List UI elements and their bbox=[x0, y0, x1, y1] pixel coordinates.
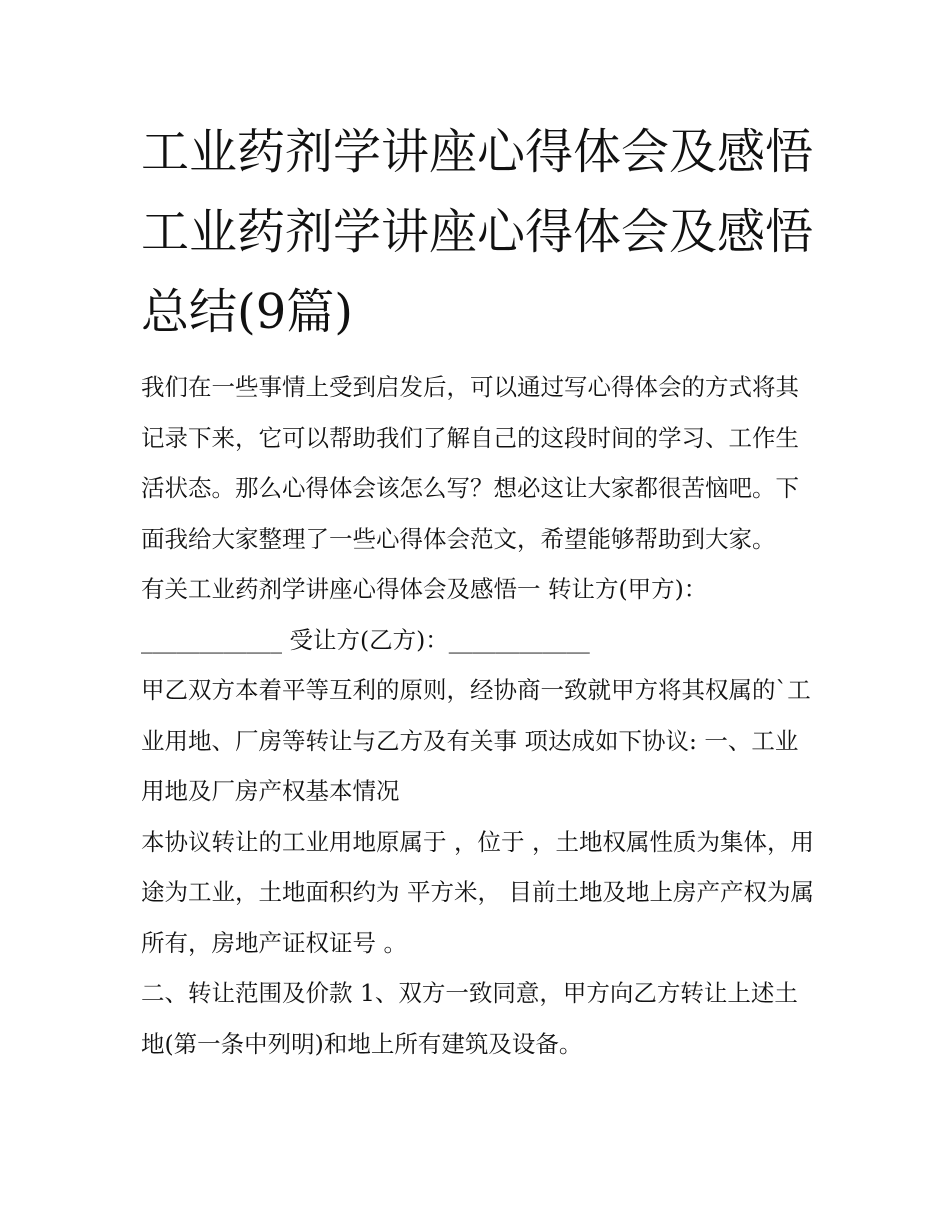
intro-paragraph: 我们在一些事情上受到启发后，可以通过写心得体会的方式将其记录下来，它可以帮助我们了解自己的这段时间的学习、工作生活状态。那么心得体会该怎么写？想必这让大家都很苦恼吧。下面我给大家整理了一些心得体会范文，希望能够帮助到大家。 bbox=[141, 373, 799, 553]
transferee-line: ____________ 受让方(乙方)：____________ bbox=[141, 625, 590, 654]
land-details-paragraph: 本协议转让的工业用地原属于 ，位于 ，土地权属性质为集体，用途为工业，土地面积约为 平方米， 目前土地及地上房产产权为属 所有，房地产证权证号 。 bbox=[141, 827, 814, 957]
document-title: 工业药剂学讲座心得体会及感悟 工业药剂学讲座心得体会及感悟总结(9篇) bbox=[141, 124, 814, 340]
agreement-preamble: 甲乙双方本着平等互利的原则，经协商一致就甲方将其权属的`工业用地、厂房等转让与乙方及有关事 项达成如下协议: 一、工业用地及厂房产权基本情况 bbox=[141, 676, 811, 805]
transfer-scope-paragraph: 二、转让范围及价款 1、双方一致同意，甲方向乙方转让上述土地(第一条中列明)和地上所有建筑及设备。 bbox=[141, 979, 798, 1058]
section-one-heading: 有关工业药剂学讲座心得体会及感悟一 转让方(甲方)： bbox=[141, 575, 708, 603]
document-page bbox=[141, 112, 821, 1069]
